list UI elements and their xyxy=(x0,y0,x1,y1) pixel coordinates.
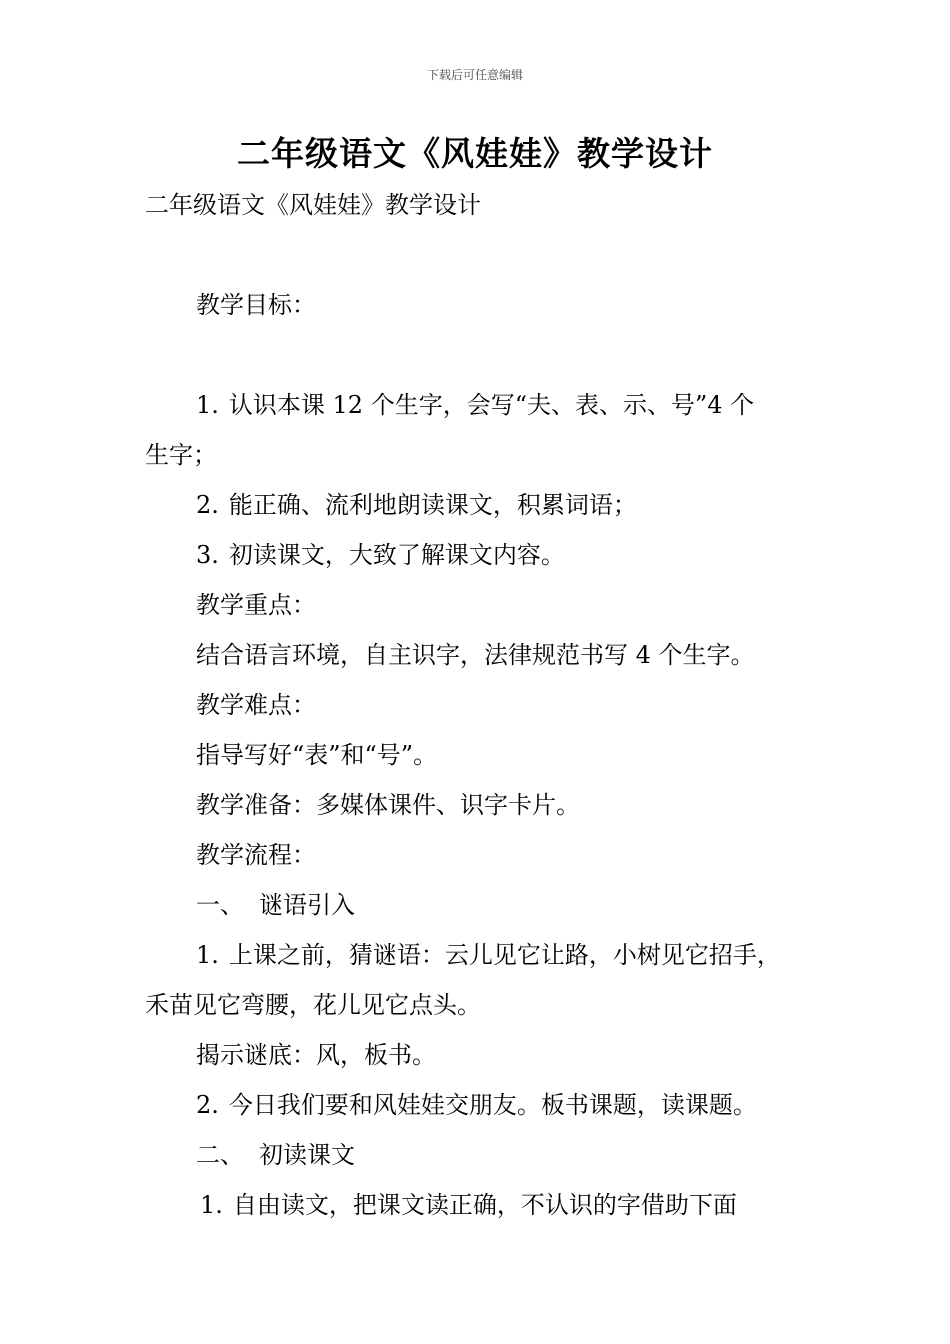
section1-item-1 xyxy=(145,930,835,980)
goal-text: 能正确、流利地朗读课文，积累词语； xyxy=(228,491,637,519)
section2-item-1 xyxy=(145,1180,835,1230)
goal-text: 初读课文，大致了解课文内容。 xyxy=(228,541,565,569)
document-body xyxy=(145,180,835,1230)
item-number: 2. xyxy=(196,1091,219,1119)
key-text: 结合语言环境，自主识字，法律规范书写 4 个生字。 xyxy=(196,641,755,669)
goal-number: 2. xyxy=(196,491,219,519)
goal-item-1-continued: 生字； xyxy=(145,441,217,469)
section1-item-1-continued: 禾苗见它弯腰，花儿见它点头。 xyxy=(145,991,481,1019)
section1-item-2 xyxy=(145,1080,835,1130)
preparation-text: 教学准备：多媒体课件、识字卡片。 xyxy=(196,791,580,819)
subtitle: 二年级语文《风娃娃》教学设计 xyxy=(145,191,481,219)
goal-number: 3. xyxy=(196,541,219,569)
section1-reveal: 揭示谜底：风，板书。 xyxy=(196,1041,436,1069)
section-title: 初读课文 xyxy=(259,1141,355,1169)
goal-item-1 xyxy=(145,380,835,430)
item-text: 上课之前，猜谜语：云儿见它让路，小树见它招手， xyxy=(228,941,781,969)
page-title: 二年级语文《风娃娃》教学设计 xyxy=(237,134,713,173)
section-number: 一、 xyxy=(196,891,244,919)
key-heading: 教学重点： xyxy=(196,591,316,619)
spacer xyxy=(145,330,835,380)
process-heading: 教学流程： xyxy=(196,841,316,869)
section-heading-1 xyxy=(145,880,835,930)
item-number: 1. xyxy=(196,941,219,969)
section-title: 谜语引入 xyxy=(259,891,355,919)
goals-heading: 教学目标： xyxy=(196,291,316,319)
item-text: 今日我们要和风娃娃交朋友。板书课题，读课题。 xyxy=(228,1091,757,1119)
goal-number: 1. xyxy=(196,391,219,419)
goal-item-3 xyxy=(145,530,835,580)
goal-item-2 xyxy=(145,480,835,530)
difficulty-text: 指导写好“表”和“号”。 xyxy=(196,741,438,769)
difficulty-heading: 教学难点： xyxy=(196,691,316,719)
spacer xyxy=(145,230,835,280)
section-number: 二、 xyxy=(196,1141,244,1169)
header-note: 下载后可任意编辑 xyxy=(426,68,523,82)
goal-text: 认识本课 12 个生字，会写“夫、表、示、号”4 个 xyxy=(228,391,755,419)
item-number: 1. xyxy=(200,1191,223,1219)
item-text: 自由读文，把课文读正确，不认识的字借助下面 xyxy=(232,1191,737,1219)
section-heading-2 xyxy=(145,1130,835,1180)
